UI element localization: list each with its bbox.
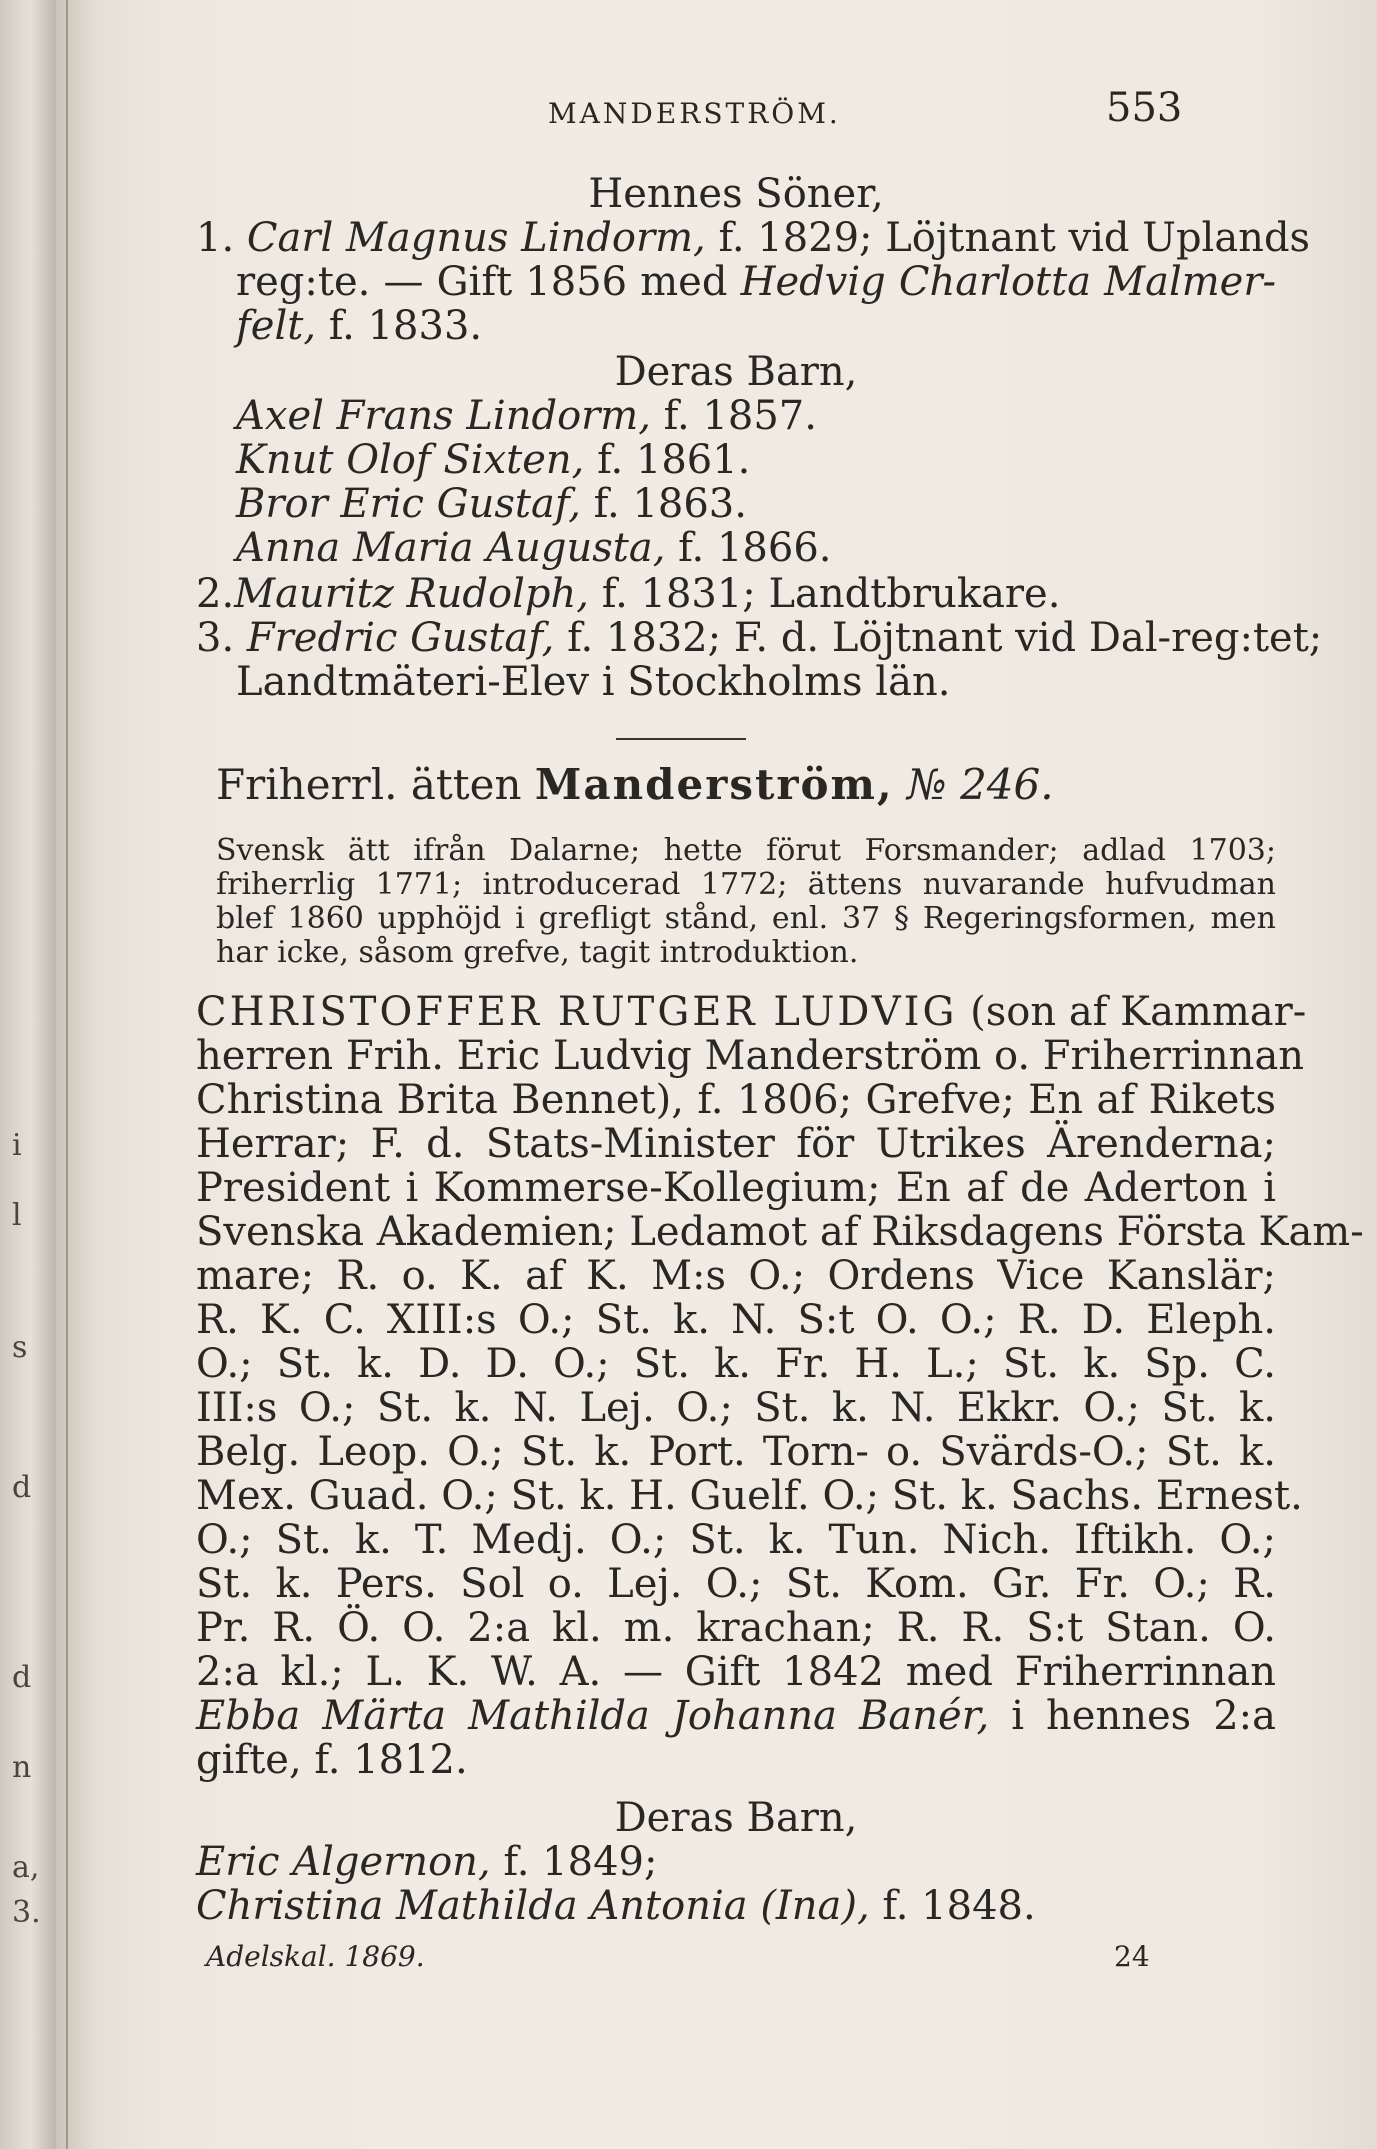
entry-text: i hennes 2:a — [1011, 1693, 1277, 1739]
entry-number: 1. — [196, 215, 235, 261]
entry-text-line: O.; St. k. D. D. O.; St. k. Fr. H. L.; St. k. Sp. C. — [196, 1341, 1276, 1387]
entry-text-line: herren Frih. Eric Ludvig Manderström o. Friherrinnan — [196, 1033, 1305, 1079]
family-intro-line: har icke, såsom grefve, tagit introduktion. — [216, 935, 859, 970]
prev-page-fragment: n — [12, 1750, 32, 1785]
person-name: Fredric Gustaf, — [246, 615, 555, 661]
prev-page-fragment: s — [12, 1330, 28, 1365]
entry-text: f. 1831; Landtbrukare. — [601, 571, 1061, 617]
entry-number: 3. — [196, 615, 235, 661]
son-entry-continued — [236, 304, 482, 348]
person-name: Anna Maria Augusta, — [236, 525, 666, 571]
entry-text: f. 1829; Löjtnant vid Uplands — [718, 215, 1311, 261]
person-name: Carl Magnus Lindorm, — [246, 215, 706, 261]
sons-heading: Hennes Söner, — [588, 171, 884, 217]
son-entry-continued: Landtmäteri-Elev i Stockholms län. — [236, 659, 951, 705]
birth-year: f. 1863. — [593, 481, 747, 527]
child-entry — [236, 482, 747, 526]
entry-text-line: President i Kommerse-Kollegium; En af de Aderton i — [196, 1165, 1276, 1211]
child-entry — [196, 1884, 1036, 1928]
entry-text: (son af Kammar- — [970, 989, 1307, 1035]
family-intro-line: friherrlig 1771; introducerad 1772; ättens nuvarande hufvudman — [216, 867, 1276, 902]
signature-mark: Adelskal. 1869. — [206, 1940, 425, 1973]
birth-year: f. 1857. — [663, 393, 817, 439]
person-name: Knut Olof Sixten, — [236, 437, 585, 483]
entry-text-line: mare; R. o. K. af K. M:s O.; Ordens Vice Kanslär; — [196, 1253, 1276, 1299]
entry-text: f. 1833. — [328, 303, 483, 349]
person-name: Mauritz Rudolph, — [234, 571, 589, 617]
child-entry — [196, 1840, 657, 1884]
children-heading: Deras Barn, — [614, 1795, 858, 1841]
person-name: Hedvig Charlotta Malmer- — [740, 259, 1276, 305]
head-name: CHRISTOFFER RUTGER LUDVIG — [196, 989, 958, 1035]
book-page — [56, 0, 1377, 2149]
wife-entry — [196, 1694, 1276, 1738]
title-prefix: Friherrl. ätten — [216, 760, 522, 809]
entry-text-line: Svenska Akademien; Ledamot af Riksdagens Första Kam- — [196, 1209, 1364, 1255]
entry-text-line: Belg. Leop. O.; St. k. Port. Torn- o. Svärds-O.; St. k. — [196, 1429, 1276, 1475]
previous-page-edge — [0, 0, 56, 2149]
sheet-number: 24 — [1114, 1940, 1150, 1973]
birth-year: f. 1848. — [882, 1883, 1036, 1929]
prev-page-fragment: 3. — [12, 1895, 41, 1930]
son-entry — [196, 615, 1323, 661]
person-name: Axel Frans Lindorm, — [236, 393, 651, 439]
person-name: Eric Algernon, — [196, 1839, 491, 1885]
child-entry — [236, 526, 831, 570]
prev-page-fragment: d — [12, 1660, 32, 1695]
person-name: felt, — [236, 303, 317, 349]
entry-text-line: Herrar; F. d. Stats-Minister för Utrikes Ärenderna; — [196, 1121, 1276, 1167]
page-gutter — [66, 0, 68, 2149]
birth-year: f. 1866. — [678, 525, 832, 571]
family-title — [216, 760, 1054, 810]
entry-text-line: Christina Brita Bennet), f. 1806; Grefve; En af Rikets — [196, 1077, 1276, 1123]
family-name: Manderström, — [534, 760, 894, 809]
entry-text: f. 1832; F. d. Löjtnant vid Dal-reg:tet; — [567, 615, 1323, 661]
running-title: MANDERSTRÖM. — [548, 97, 841, 130]
birth-year: f. 1849; — [503, 1839, 658, 1885]
head-of-family-entry — [196, 989, 1307, 1035]
person-name: Christina Mathilda Antonia (Ina), — [196, 1883, 870, 1929]
entry-number: 2. — [196, 571, 235, 617]
entry-text-line: Mex. Guad. O.; St. k. H. Guelf. O.; St. k. Sachs. Ernest. — [196, 1473, 1303, 1519]
children-heading: Deras Barn, — [614, 349, 858, 395]
family-intro-line: blef 1860 upphöjd i grefligt stånd, enl. 37 § Regeringsformen, men — [216, 901, 1276, 936]
child-entry — [236, 438, 750, 482]
section-divider — [616, 738, 746, 740]
prev-page-fragment: l — [12, 1198, 22, 1233]
wife-entry-continued: gifte, f. 1812. — [196, 1737, 468, 1783]
entry-text-line: Pr. R. Ö. O. 2:a kl. m. krachan; R. R. S:t Stan. O. — [196, 1605, 1276, 1651]
family-intro-line: Svensk ätt ifrån Dalarne; hette förut Forsmander; adlad 1703; — [216, 833, 1276, 868]
prev-page-fragment: i — [12, 1128, 22, 1163]
entry-text-line: O.; St. k. T. Medj. O.; St. k. Tun. Nich. Iftikh. O.; — [196, 1517, 1276, 1563]
entry-text-line: R. K. C. XIII:s O.; St. k. N. S:t O. O.; R. D. Eleph. — [196, 1297, 1276, 1343]
entry-text-line: III:s O.; St. k. N. Lej. O.; St. k. N. Ekkr. O.; St. k. — [196, 1385, 1276, 1431]
page-number: 553 — [1106, 85, 1183, 131]
son-entry — [196, 572, 1060, 616]
entry-text-line: St. k. Pers. Sol o. Lej. O.; St. Kom. Gr. Fr. O.; R. — [196, 1561, 1276, 1607]
prev-page-fragment: a, — [12, 1850, 40, 1885]
birth-year: f. 1861. — [597, 437, 751, 483]
son-entry — [196, 215, 1311, 261]
entry-text: reg:te. — Gift 1856 med — [236, 259, 728, 305]
child-entry — [236, 394, 817, 438]
family-number: № 246. — [906, 760, 1054, 809]
prev-page-fragment: d — [12, 1470, 32, 1505]
entry-text-line: 2:a kl.; L. K. W. A. — Gift 1842 med Friherrinnan — [196, 1649, 1276, 1695]
person-name: Bror Eric Gustaf, — [236, 481, 581, 527]
son-entry-continued — [236, 260, 1276, 304]
person-name: Ebba Märta Mathilda Johanna Banér, — [196, 1693, 990, 1739]
